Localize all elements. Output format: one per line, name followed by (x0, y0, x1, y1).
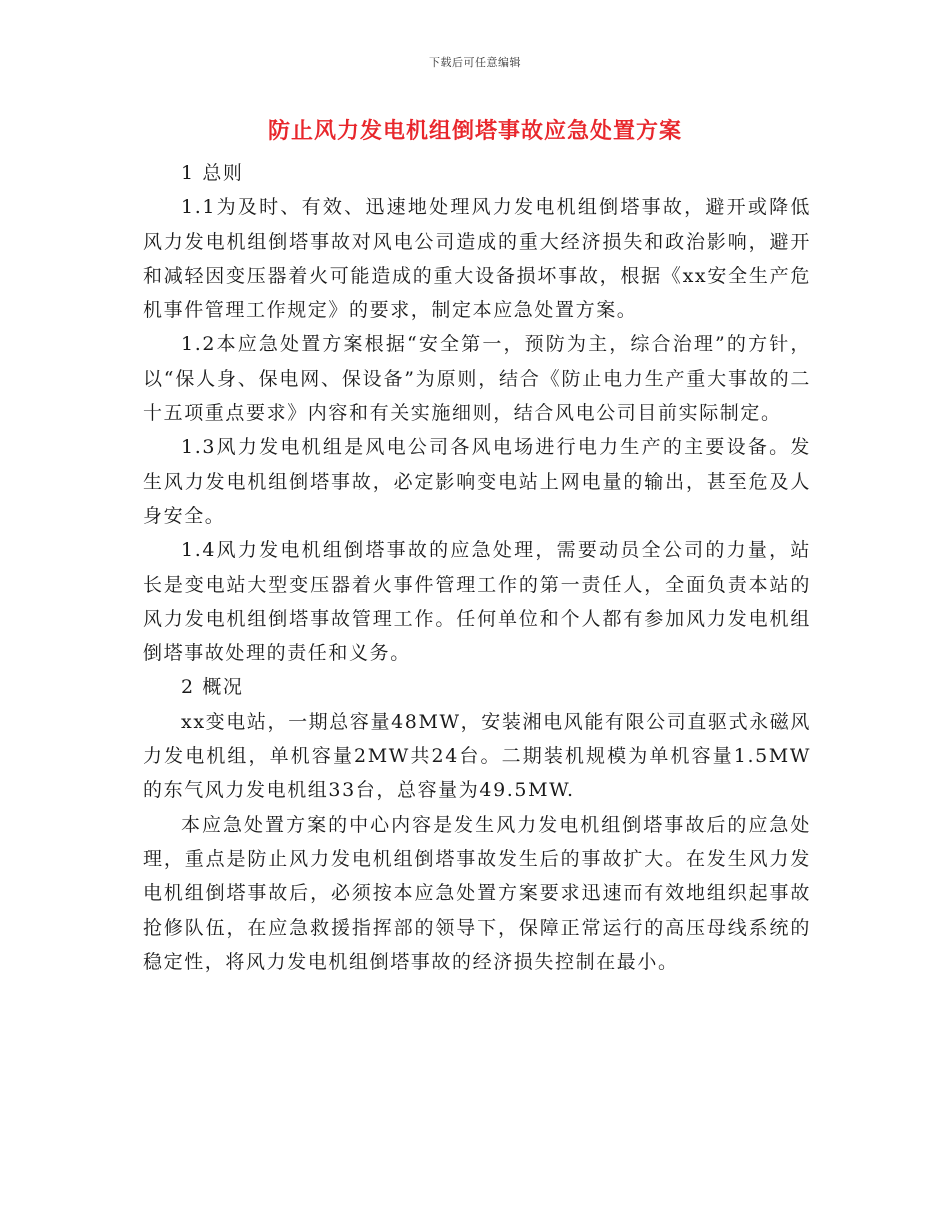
section-heading-overview: 2 概况 (181, 676, 244, 699)
paragraph-overview-capacity: xx变电站，一期总容量48MW，安装湘电风能有限公司直驱式永磁风力发电机组，单机容量2MW共24台。二期装机规模为单机容量1.5MW的东气风力发电机组33台，总容量为49.5MW. (143, 710, 811, 802)
document-title: 防止风力发电机组倒塔事故应急处置方案 (267, 118, 682, 144)
header-note: 下载后可任意编辑 (429, 56, 521, 69)
paragraph-1-2: 1.2本应急处置方案根据“安全第一，预防为主，综合治理”的方针，以“保人身、保电网、保设备”为原则，结合《防止电力生产重大事故的二十五项重点要求》内容和有关实施细则，结合风电公司目前实际制定。 (143, 333, 811, 425)
paragraph-1-4: 1.4风力发电机组倒塔事故的应急处理，需要动员全公司的力量，站长是变电站大型变压器着火事件管理工作的第一责任人，全面负责本站的风力发电机组倒塔事故管理工作。任何单位和个人都有参加风力发电机组倒塔事故处理的责任和义务。 (143, 539, 811, 665)
paragraph-1-1: 1.1为及时、有效、迅速地处理风力发电机组倒塔事故，避开或降低风力发电机组倒塔事故对风电公司造成的重大经济损失和政治影响，避开和减轻因变压器着火可能造成的重大设备损坏事故，根据《xx安全生产危机事件管理工作规定》的要求，制定本应急处置方案。 (143, 196, 811, 322)
document-body (143, 156, 811, 979)
section-heading-general: 1 总则 (181, 162, 244, 184)
paragraph-1-3: 1.3风力发电机组是风电公司各风电场进行电力生产的主要设备。发生风力发电机组倒塔事故，必定影响变电站上网电量的输出，甚至危及人身安全。 (143, 436, 811, 527)
paragraph-overview-core: 本应急处置方案的中心内容是发生风力发电机组倒塔事故后的应急处理，重点是防止风力发电机组倒塔事故发生后的事故扩大。在发生风力发电机组倒塔事故后，必须按本应急处置方案要求迅速而有效地组织起事故抢修队伍，在应急救援指挥部的领导下，保障正常运行的高压母线系统的稳定性，将风力发电机组倒塔事故的经济损失控制在最小。 (143, 813, 811, 973)
